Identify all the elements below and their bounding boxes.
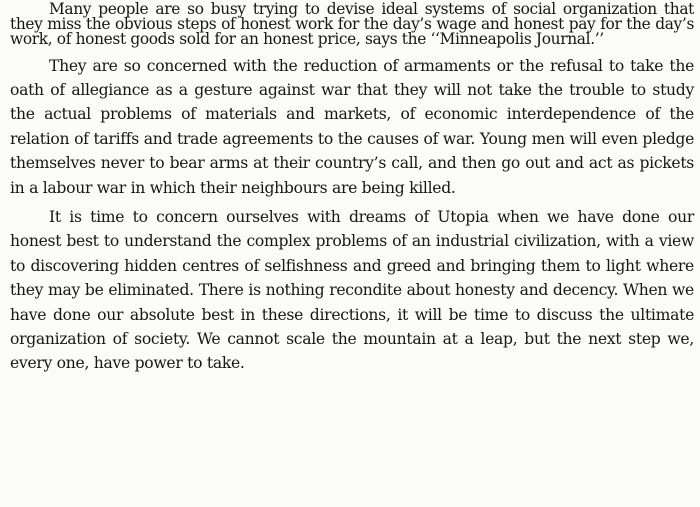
paragraph-utopia: It is time to concern ourselves with dreams of Utopia when we have done our honest best to understand the complex problems of an industrial civilization, with a view to discovering hidden centres of selfishness and greed and bringing them to light where they may be eliminated. There is nothing recondite about honesty and decency. When we have done our absolute best in these directions, it will be time to discuss the ultimate organization of society. We cannot scale the mountain at a leap, but the next step we, every one, have power to take.	[10, 208, 694, 373]
article-text	[10, 2, 694, 376]
paragraph-armaments: They are so concerned with the reduction of armaments or the refusal to take the oath of allegiance as a gesture against war that they will not take the trouble to study the actual problems of materials and markets, of economic interdependence of the relation of tariffs and trade agreements to the causes of war. Young men will even pledge themselves never to bear arms at their country’s call, and then go out and act as pickets in a labour war in which their neighbours are being killed.	[10, 56, 694, 197]
paragraph-intro: Many people are so busy trying to devise ideal systems of social organization that they miss the obvious steps of honest work for the day’s wage and honest pay for the day’s work, of honest goods sold for an honest price, says the ‘‘Minneapolis Journal.’’	[10, 0, 694, 49]
